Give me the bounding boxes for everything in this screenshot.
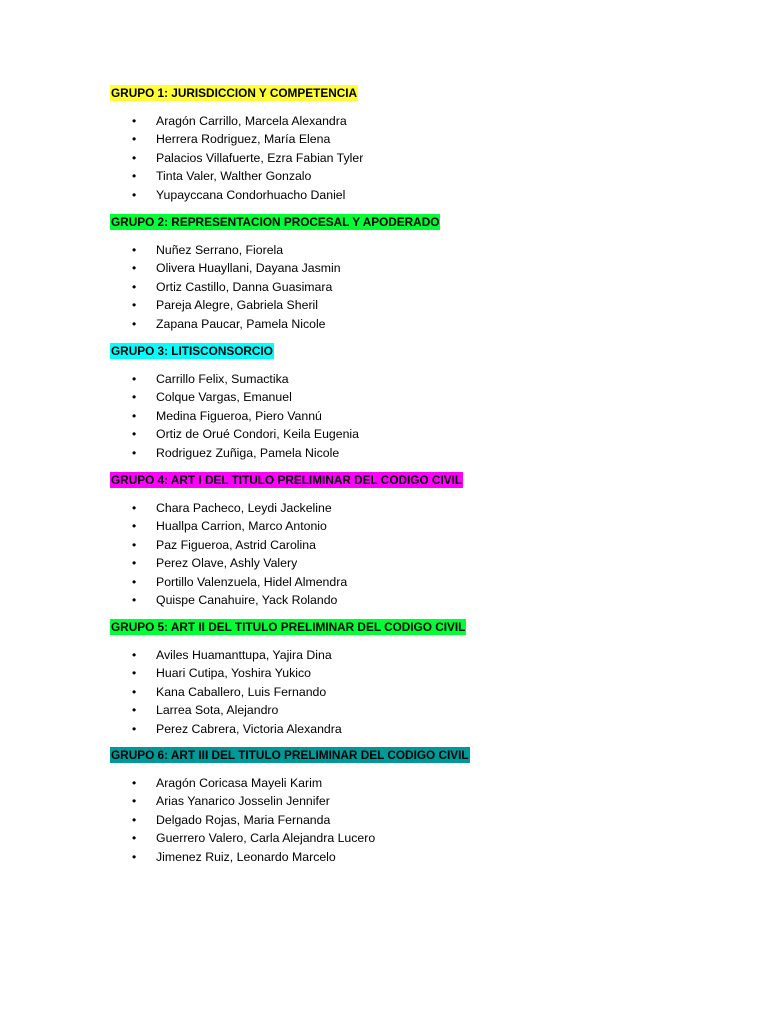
bullet-icon: • (132, 831, 137, 846)
bullet-icon: • (132, 776, 137, 790)
member-list (110, 646, 466, 738)
member-name: Portillo Valenzuela, Hidel Almendra (156, 574, 348, 589)
member-item (110, 829, 470, 847)
member-list (110, 241, 440, 333)
member-item (110, 241, 440, 259)
member-name: Paz Figueroa, Astrid Carolina (156, 537, 316, 552)
bullet-icon: • (132, 812, 137, 827)
bullet-icon: • (132, 261, 137, 276)
member-list (110, 499, 463, 609)
member-item (110, 811, 470, 829)
member-name: Tinta Valer, Walther Gonzalo (156, 169, 312, 184)
member-name: Aviles Huamanttupa, Yajira Dina (156, 648, 332, 662)
member-item (110, 259, 440, 277)
member-name: Palacios Villafuerte, Ezra Fabian Tyler (156, 150, 364, 165)
member-item (110, 425, 359, 443)
bullet-icon: • (132, 372, 137, 386)
group-title: GRUPO 2: REPRESENTACION PROCESAL Y APODERADO (111, 215, 440, 229)
bullet-icon: • (132, 501, 137, 515)
bullet-icon: • (132, 794, 137, 809)
member-item (110, 388, 359, 406)
member-item (110, 112, 363, 130)
member-name: Perez Cabrera, Victoria Alexandra (156, 721, 342, 736)
member-name: Guerrero Valero, Carla Alejandra Lucero (156, 831, 376, 846)
bullet-icon: • (132, 408, 137, 423)
group-4 (110, 471, 463, 609)
group-1 (110, 84, 363, 204)
member-item (110, 407, 359, 425)
member-name: Ortiz de Orué Condori, Keila Eugenia (156, 427, 360, 442)
member-name: Aragón Coricasa Mayeli Karim (156, 776, 323, 790)
member-item (110, 683, 466, 701)
member-item (110, 536, 463, 554)
member-item (110, 444, 359, 462)
group-title: GRUPO 3: LITISCONSORCIO (111, 344, 273, 358)
member-item (110, 664, 466, 682)
bullet-icon: • (132, 574, 137, 589)
bullet-icon: • (132, 592, 137, 607)
member-name: Nuñez Serrano, Fiorela (156, 243, 284, 257)
bullet-icon: • (132, 537, 137, 552)
member-name: Jimenez Ruiz, Leonardo Marcelo (156, 849, 336, 864)
bullet-icon: • (132, 849, 137, 864)
group-2 (110, 213, 440, 333)
member-name: Carrillo Felix, Sumactika (156, 372, 289, 386)
member-item (110, 186, 363, 204)
member-name: Arias Yanarico Josselin Jennifer (156, 794, 330, 809)
bullet-icon: • (132, 703, 137, 718)
bullet-icon: • (132, 445, 137, 460)
group-title: GRUPO 4: ART I DEL TITULO PRELIMINAR DEL CODIGO CIVIL (111, 473, 463, 487)
member-item (110, 848, 470, 866)
member-item (110, 167, 363, 185)
member-item (110, 370, 359, 388)
member-item (110, 315, 440, 333)
member-list (110, 774, 470, 866)
group-title: GRUPO 5: ART II DEL TITULO PRELIMINAR DEL CODIGO CIVIL (111, 620, 466, 634)
bullet-icon: • (132, 132, 137, 147)
bullet-icon: • (132, 316, 137, 331)
member-item (110, 720, 466, 738)
bullet-icon: • (132, 666, 137, 681)
member-name: Herrera Rodriguez, María Elena (156, 132, 331, 147)
group-title: GRUPO 6: ART III DEL TITULO PRELIMINAR DEL CODIGO CIVIL (111, 748, 469, 762)
member-name: Aragón Carrillo, Marcela Alexandra (156, 114, 347, 128)
bullet-icon: • (132, 648, 137, 662)
group-5 (110, 618, 466, 738)
bullet-icon: • (132, 427, 137, 442)
member-name: Yupayccana Condorhuacho Daniel (156, 187, 346, 202)
bullet-icon: • (132, 243, 137, 257)
member-name: Rodriguez Zuñiga, Pamela Nicole (156, 445, 340, 460)
bullet-icon: • (132, 298, 137, 313)
member-item (110, 554, 463, 572)
member-name: Huari Cutipa, Yoshira Yukico (156, 666, 311, 681)
bullet-icon: • (132, 684, 137, 699)
member-item (110, 499, 463, 517)
member-name: Kana Caballero, Luis Fernando (156, 684, 327, 699)
group-3 (110, 342, 359, 462)
group-title: GRUPO 1: JURISDICCION Y COMPETENCIA (111, 86, 358, 100)
member-item (110, 149, 363, 167)
bullet-icon: • (132, 390, 137, 405)
bullet-icon: • (132, 721, 137, 736)
member-item (110, 130, 363, 148)
member-name: Medina Figueroa, Piero Vannú (156, 408, 322, 423)
member-name: Huallpa Carrion, Marco Antonio (156, 519, 327, 534)
member-item (110, 792, 470, 810)
member-name: Colque Vargas, Emanuel (156, 390, 292, 405)
group-6 (110, 746, 470, 866)
bullet-icon: • (132, 556, 137, 571)
member-name: Olivera Huayllani, Dayana Jasmin (156, 261, 341, 276)
member-name: Delgado Rojas, Maria Fernanda (156, 812, 331, 827)
member-item (110, 646, 466, 664)
bullet-icon: • (132, 519, 137, 534)
member-list (110, 370, 359, 462)
member-item (110, 774, 470, 792)
member-name: Pareja Alegre, Gabriela Sheril (156, 298, 318, 313)
member-item (110, 296, 440, 314)
bullet-icon: • (132, 187, 137, 202)
member-name: Chara Pacheco, Leydi Jackeline (156, 501, 332, 515)
bullet-icon: • (132, 279, 137, 294)
bullet-icon: • (132, 169, 137, 184)
member-name: Zapana Paucar, Pamela Nicole (156, 316, 326, 331)
member-list (110, 112, 363, 204)
member-item (110, 278, 440, 296)
member-item (110, 573, 463, 591)
bullet-icon: • (132, 114, 137, 128)
member-name: Ortiz Castillo, Danna Guasimara (156, 279, 333, 294)
member-item (110, 591, 463, 609)
member-name: Perez Olave, Ashly Valery (156, 556, 298, 571)
member-item (110, 517, 463, 535)
bullet-icon: • (132, 150, 137, 165)
member-name: Quispe Canahuire, Yack Rolando (156, 592, 338, 607)
member-name: Larrea Sota, Alejandro (156, 703, 279, 718)
member-item (110, 701, 466, 719)
